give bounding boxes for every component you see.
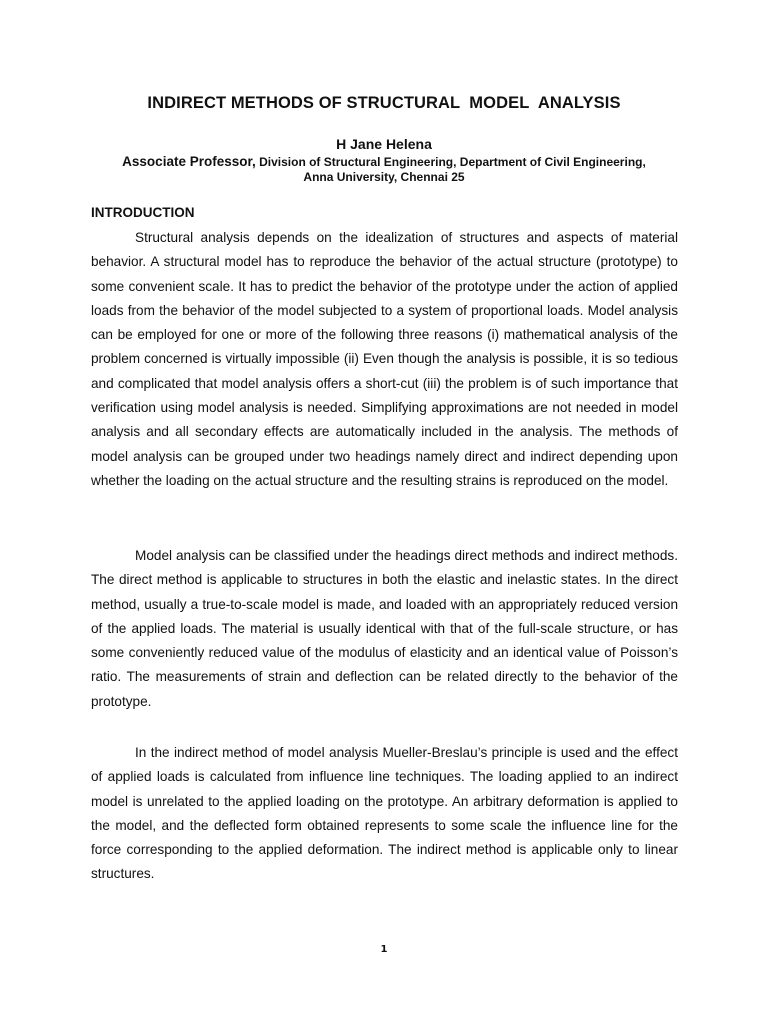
author-name: H Jane Helena [336,136,432,152]
page-number: 1 [380,944,388,955]
section-heading: INTRODUCTION [91,205,195,220]
paper-title: INDIRECT METHODS OF STRUCTURAL MODEL ANALYSIS [147,94,621,112]
paragraph-1: Structural analysis depends on the idealization of structures and aspects of material behavior. A structural model has to reproduce the behavior of the actual structure (prototype) to some convenient scale. It has to predict the behavior of the prototype under the action of applied loads from the behavior of the model subjected to a system of proportional loads. Model analysis can be employed for one or more of the following three reasons (i) mathematical analysis of the problem concerned is virtually impossible (ii) Even though the analysis is possible, it is so tedious and complicated that model analysis offers a short-cut (iii) the problem is of such importance that verification using model analysis is needed. Simplifying approximations are not needed in model analysis and all secondary effects are automatically included in the analysis. The methods of model analysis can be grouped under two headings namely direct and indirect depending upon whether the loading on the actual structure and the resulting strains is reproduced on the model. [91,230,678,488]
paragraph-2: Model analysis can be classified under the headings direct methods and indirect methods. The direct method is applicable to structures in both the elastic and inelastic states. In the direct method, usually a true-to-scale model is made, and loaded with an appropriately reduced version of the applied loads. The material is usually identical with that of the full-scale structure, or has some conveniently reduced value of the modulus of elasticity and an identical value of Poisson’s ratio. The measurements of strain and deflection can be related directly to the behavior of the prototype. [91,548,678,709]
author-role: Associate Professor, [122,154,256,169]
affiliation-line-1 [0,154,768,170]
author-affiliation [0,154,768,185]
affiliation-department: Division of Structural Engineering, Department of Civil Engineering, [259,155,646,169]
affiliation-line-2: Anna University, Chennai 25 [303,170,465,184]
paragraph-3: In the indirect method of model analysis Mueller-Breslau’s principle is used and the effect of applied loads is calculated from influence line techniques. The loading applied to an indirect model is unrelated to the applied loading on the prototype. An arbitrary deformation is applied to the model, and the deflected form obtained represents to some scale the influence line for the force corresponding to the applied deformation. The indirect method is applicable only to linear structures. [91,745,678,882]
